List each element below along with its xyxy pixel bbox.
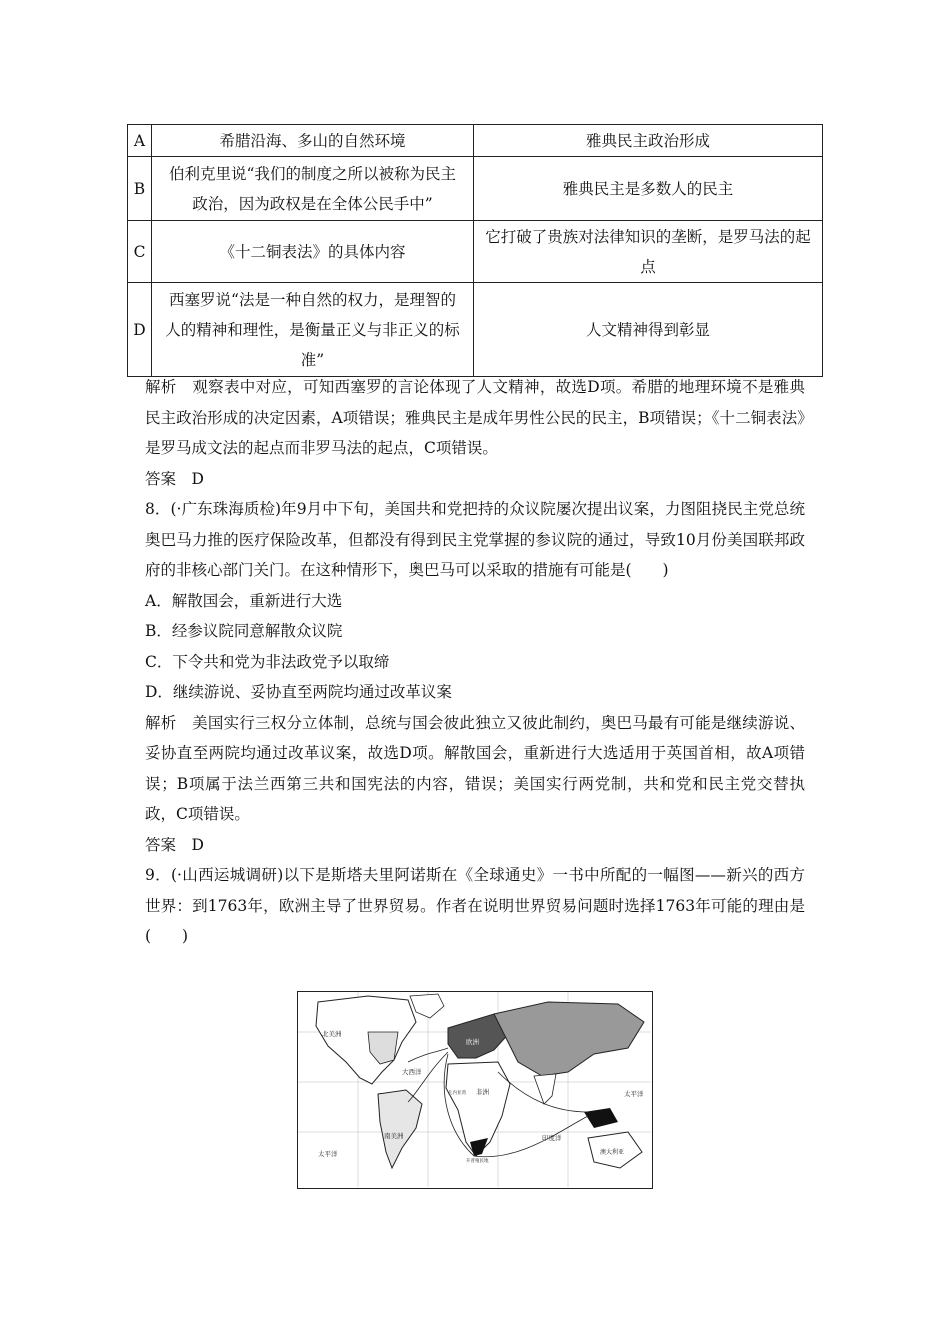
label-south-america: 南美洲 [384, 1132, 404, 1140]
row-left: 希腊沿海、多山的自然环境 [152, 125, 474, 157]
row-right: 人文精神得到彰显 [474, 283, 823, 377]
question-8 [145, 494, 805, 952]
row-label: A [128, 125, 152, 157]
answer-value: D [191, 469, 204, 488]
greenland-shape [410, 994, 444, 1018]
south-america-shape [378, 1090, 422, 1168]
table-row [128, 221, 823, 283]
table-row [128, 283, 823, 377]
row-left: 西塞罗说“法是一种自然的权力，是理智的人的精神和理性，是衡量正义与非正义的标准” [152, 283, 474, 377]
q7-answer [145, 464, 805, 495]
label-pacific-right: 太平洋 [624, 1090, 644, 1098]
q8-option-c: C．下令共和党为非法政党予以取缔 [145, 652, 390, 671]
india-shape [534, 1074, 556, 1104]
q8-stem: 8．(·广东珠海质检)年9月中下旬，美国共和党把持的众议院屡次提出议案，力图阻挠民主党总统奥巴马力推的医疗保险改革，但都没有得到民主党掌握的参议院的通过，导致10月份美国联邦政府的非核心部门关门。在这种情形下，奥巴马可以采取的措施有可能是( ) [145, 500, 805, 579]
row-right: 雅典民主是多数人的民主 [474, 157, 823, 221]
label-indian-ocean: 印度洋 [542, 1134, 562, 1142]
q8-analysis [145, 708, 805, 830]
label-north-america: 北美洲 [322, 1030, 342, 1038]
row-label: D [128, 283, 152, 377]
row-right: 雅典民主政治形成 [474, 125, 823, 157]
row-right: 它打破了贵族对法律知识的垄断，是罗马法的起点 [474, 221, 823, 283]
map-drawing [298, 992, 651, 1187]
q8-option-d: D．继续游说、妥协直至两院均通过改革议案 [145, 683, 452, 701]
label-guinea: 几内亚湾 [448, 1091, 466, 1096]
north-america-shape [316, 996, 416, 1084]
q8-option-a: A．解散国会，重新进行大选 [145, 591, 343, 610]
asia-shape [494, 1002, 644, 1076]
answer-label: 答案 [145, 835, 177, 854]
table-row [128, 157, 823, 221]
analysis-text: 观察表中对应，可知西塞罗的言论体现了人文精神，故选D项。希腊的地理环境不是雅典民主政治形成的决定因素，A项错误；雅典民主是成年男性公民的民主，B项错误；《十二铜表法》是罗马成文法的起点而非罗马法的起点，C项错误。 [145, 378, 805, 457]
world-trade-map [297, 991, 653, 1189]
table-row [128, 125, 823, 157]
row-left: 《十二铜表法》的具体内容 [152, 221, 474, 283]
analysis-label: 解析 [145, 378, 177, 396]
label-europe: 欧洲 [466, 1038, 479, 1046]
label-pacific-left: 太平洋 [318, 1150, 338, 1158]
answer-label: 答案 [145, 469, 177, 488]
q9-stem: 9．(·山西运城调研)以下是斯塔夫里阿诺斯在《全球通史》一书中所配的一幅图——新兴的西方世界：到1763年，欧洲主导了世界贸易。作者在说明世界贸易问题时选择1763年可能的理由是( ) [145, 866, 805, 945]
analysis-text: 美国实行三权分立体制，总统与国会彼此独立又彼此制约，奥巴马最有可能是继续游说、妥协直至两院均通过改革议案，故选D项。解散国会，重新进行大选适用于英国首相，故A项错误；B项属于法兰西第三共和国宪法的内容，错误；美国实行两党制，共和党和民主党交替执政，C项错误。 [145, 713, 805, 823]
answer-value: D [191, 835, 204, 854]
q8-option-b: B．经参议院同意解散众议院 [145, 622, 343, 640]
options-table [127, 124, 823, 377]
label-atlantic: 大西洋 [402, 1068, 422, 1076]
label-africa: 非洲 [476, 1088, 489, 1096]
label-australia: 澳大利亚 [600, 1149, 625, 1156]
row-label: C [128, 221, 152, 283]
indonesia-shape [584, 1108, 618, 1128]
q8-answer [145, 830, 805, 861]
q7-analysis [145, 372, 805, 494]
label-cape-colony: 开普殖民地 [466, 1159, 489, 1164]
analysis-label: 解析 [145, 713, 177, 732]
row-left: 伯利克里说“我们的制度之所以被称为民主政治，因为政权是在全体公民手中” [152, 157, 474, 221]
row-label: B [128, 157, 152, 221]
